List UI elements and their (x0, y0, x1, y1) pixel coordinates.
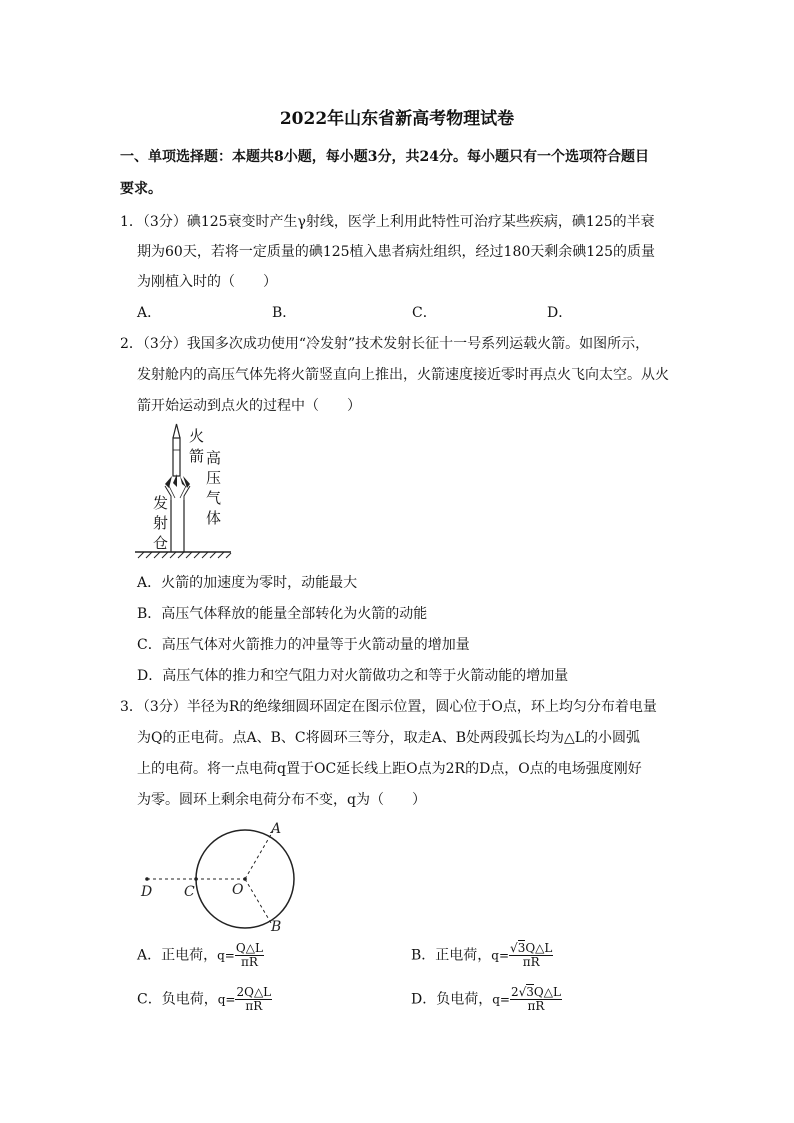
q2-line: 发射舱内的高压气体先将火箭竖直向上推出，火箭速度接近零时再点火飞向太空。从火 (137, 367, 669, 383)
q2-line: 2．（3分）我国多次成功使用“冷发射”技术发射长征十一号系列运载火箭。如图所示， (120, 336, 650, 352)
q2-option-b[interactable]: B．高压气体释放的能量全部转化为火箭的动能 (137, 606, 428, 622)
q1-option-d[interactable]: D． (547, 305, 573, 321)
q3-line: 上的电荷。将一点电荷q置于OC延长线上距O点为2R的D点，O点的电场强度刚好 (137, 761, 642, 777)
q3-line: 为Q的正电荷。点A、B、C将圆环三等分，取走A、B处两段弧长均为△L的小圆弧 (137, 730, 641, 746)
q2-line: 箭开始运动到点火的过程中（ ） (137, 398, 361, 414)
label-o: O (232, 882, 244, 898)
q3-line: 为零。圆环上剩余电荷分布不变，q为（ ） (137, 792, 426, 808)
rocket-label: 火 箭 (189, 427, 205, 465)
q2-option-d[interactable]: D．高压气体的推力和空气阻力对火箭做功之和等于火箭动能的增加量 (137, 668, 569, 684)
q1-line: 期为60天，若将一定质量的碘125植入患者病灶组织，经过180天剩余碘125的质量 (137, 244, 655, 260)
q3-option-b[interactable]: B．正电荷，q= $\frac{√3Q\triangle L}{\pi R}$ (411, 941, 553, 969)
q1-line: 为刚植入时的（ ） (137, 274, 277, 290)
chamber-label: 发 射 仓 (153, 494, 169, 552)
q3-line: 3．（3分）半径为R的绝缘细圆环固定在图示位置，圆心位于O点，环上均匀分布着电量 (120, 699, 657, 715)
q3-option-d[interactable]: D．负电荷，q= $\frac{2√3Q\triangle L}{\pi R}$ (411, 985, 561, 1013)
label-d: D (141, 884, 153, 900)
section-heading: 一、单项选择题：本题共8小题，每小题3分，共24分。每小题只有一个选项符合题目 (120, 149, 649, 165)
label-a: A (271, 821, 282, 837)
q2-option-c[interactable]: C．高压气体对火箭推力的冲量等于火箭动量的增加量 (137, 637, 470, 653)
label-c: C (184, 884, 195, 900)
section-heading-cont: 要求。 (120, 181, 162, 197)
q1-option-a[interactable]: A． (137, 305, 162, 321)
q2-option-a[interactable]: A．火箭的加速度为零时，动能最大 (137, 575, 358, 591)
q3-option-c[interactable]: C．负电荷，q= $\frac{2Q\triangle L}{\pi R}$ (137, 985, 272, 1013)
charged-ring-figure (135, 815, 310, 940)
q1-option-b[interactable]: B． (272, 305, 297, 321)
page-title: 2022年山东省新高考物理试卷 (279, 109, 515, 129)
q1-option-c[interactable]: C． (412, 305, 437, 321)
q1-line: 1．（3分）碘125衰变时产生γ射线，医学上利用此特性可治疗某些疾病，碘125的半衰 (120, 214, 655, 230)
label-b: B (271, 919, 282, 935)
q3-option-a[interactable]: A．正电荷，q= $\frac{Q\triangle L}{\pi R}$ (137, 941, 263, 969)
gas-label: 高 压 气 体 (206, 449, 222, 527)
